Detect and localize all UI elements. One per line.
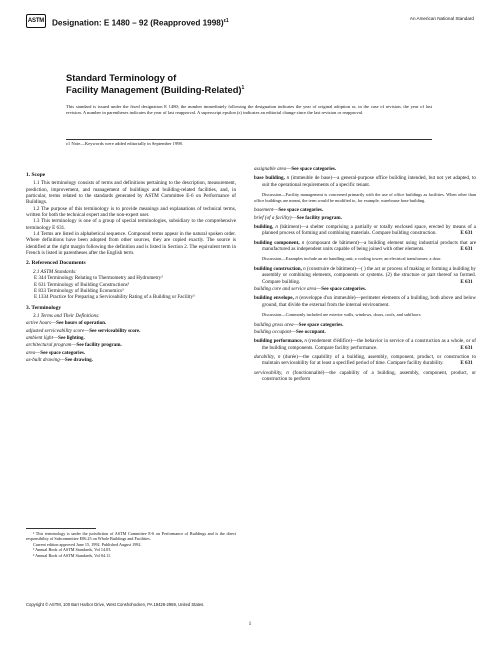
term-entry: building occupant—See occupant. <box>254 328 326 335</box>
footnotes <box>26 528 236 558</box>
part-of-speech: n <box>286 369 289 376</box>
definition-entry <box>254 354 476 367</box>
section-heading: 1. Scope <box>26 172 46 178</box>
part-of-speech: n <box>304 338 307 345</box>
term-entry: as-built drawing—See drawing. <box>26 356 93 363</box>
term-see: See space categories. <box>291 166 337 172</box>
term-entry: building gross area—See space categories. <box>254 321 344 328</box>
french-term: (rendement d'édifice) <box>308 338 353 345</box>
french-term: (composant de bâtiment) <box>306 239 359 246</box>
definition-entry <box>254 175 476 188</box>
term-name: building core and service area <box>254 285 317 292</box>
term-see: See drawing. <box>64 356 93 363</box>
french-term: (bâtiment) <box>279 223 302 230</box>
footnote: ¹ This terminology is under the jurisdiction of ASTM Committee E-6 on Performance of Buildings and is the direct responsibility of Subcommittee E06.25 on Whole Buildings and Facilities. <box>26 531 236 542</box>
term-name: assignable area <box>254 166 287 172</box>
term-name: building, <box>254 223 274 230</box>
term-entry: assignable area—See space categories. <box>254 166 337 172</box>
part-of-speech: n <box>275 223 278 230</box>
astm-logo: ASTM <box>26 14 46 28</box>
section-heading: 2. Referenced Documents <box>26 260 86 267</box>
french-term: (enveloppe d'un immeuble) <box>299 295 356 302</box>
paragraph: 2.1 ASTM Standards: <box>33 268 77 275</box>
term-name: adjusted serviceability score <box>26 327 85 334</box>
definition-text: —the capability of a building, assembly, component, product, or construction to maintain serviceability for at least a specified period of time. Compare facility durability. <box>262 353 477 367</box>
source-reference: E 631 <box>460 360 473 367</box>
definition-text: —a general-purpose office building intended, but not yet adapted, to suit the operational requirements of a specific tenant. <box>262 175 476 188</box>
footnote: Current edition approved June 15, 1992. Published August 1992. <box>33 541 142 547</box>
term-see: See facility program. <box>296 214 342 221</box>
definition-entry <box>254 370 476 383</box>
part-of-speech: n <box>303 265 306 272</box>
left-column <box>26 168 236 363</box>
source-reference: E 631 <box>460 230 473 237</box>
term-name: basement <box>254 207 274 214</box>
term-entry: architectural program—See facility program. <box>26 342 122 349</box>
term-name: architectural program <box>26 342 72 349</box>
french-term: (construire de bâtiment)—( ) <box>306 265 366 272</box>
part-of-speech: n <box>295 295 298 302</box>
term-see: See space categories. <box>40 349 86 356</box>
paragraph: 1.4 Terms are listed in alphabetical sequence. Compound terms appear in the natural spoken order. Where definitions have been adopted from other sources, they are copied exactly. The source is identified at the right margin following the definition and is listed in Section 2. The equivalent term in French is listed in parentheses after the English term. <box>26 231 236 257</box>
term-see: See hours of operation. <box>56 320 107 327</box>
reference-item: E 344 Terminology Relating to Thermometry and Hydrometry² <box>34 275 163 282</box>
definition-text: —a building element using industrial products that are manufactured as independent units capable of being joined with other elements. <box>262 239 477 252</box>
discussion-note: Discussion—Commonly included are exterior walls, windows, doors, roofs, and subfloors. <box>262 311 422 317</box>
term-see: See serviceability score. <box>89 327 141 334</box>
term-name: active hours <box>26 320 52 327</box>
term-name: building performance, <box>254 338 303 345</box>
definition-entry <box>254 338 476 351</box>
right-column <box>254 165 476 382</box>
term-entry: basement—See space categories. <box>254 207 324 214</box>
definition-text: the act or process of making or forming a building by assembly or combining elements, components or systems. (2) the structure or part thereof so formed. Compare building. <box>262 265 476 285</box>
term-name: area <box>26 349 36 356</box>
section-heading: 3. Terminology <box>26 304 62 311</box>
term-name: ambient light <box>26 334 54 341</box>
footnote: ³ Annual Book of ASTM Standards, Vol 04.11. <box>33 552 112 558</box>
definition-text: —the behavior in service of a construction as a whole, or of the building components. Compare facility performance. <box>262 338 476 351</box>
designation-text: Designation: E 1480 – 92 (Reapproved 1998) <box>52 18 224 28</box>
title-sup: 1 <box>241 85 245 91</box>
title-line-1: Standard Terminology of <box>66 72 177 83</box>
term-entry: area—See space categories. <box>26 349 86 356</box>
term-see: See space categories. <box>321 285 367 292</box>
paragraph: 1.2 The purpose of this terminology is to provide meanings and explanations of technical terms, written for both the technical expert and the non-expert user. <box>26 205 236 219</box>
title-line-2-text: Facility Management (Building-Related) <box>66 84 242 96</box>
term-entry: ambient light—See lighting. <box>26 334 85 341</box>
intro-paragraph: This standard is issued under the fixed designation E 1480; the number immediately following the designation indicates the year of original adoption or, in the case of revision, the year of last revision. A number in parentheses indicates the year of last reapproval. A superscript epsilon (ε) indicates an editorial change since the last revision or reapproval. <box>66 104 432 115</box>
term-name: building component, <box>254 239 300 246</box>
part-of-speech: n <box>277 353 281 360</box>
paragraph: 1.1 This terminology consists of terms and definitions pertaining to the description, measurement, prediction, improvement, and management of buildings and building-related facilities, and, in particular, terms related to the standards generated by ASTM Committee E-6 on Performance of Buildings. <box>26 180 236 206</box>
title-line-2 <box>66 83 406 95</box>
term-entry: active hours—See hours of operation. <box>26 320 107 327</box>
term-name: building gross area <box>254 321 294 328</box>
term-see: See occupant. <box>296 328 326 335</box>
page-title <box>66 72 406 95</box>
standard-type: An American National Standard <box>409 16 474 21</box>
paragraph: 3.1 Terms and Their Definitions: <box>33 312 100 319</box>
reference-item: E 631 Terminology of Building Constructions³ <box>34 281 130 288</box>
part-of-speech: n <box>286 175 290 182</box>
definition-entry <box>254 224 476 237</box>
definition-entry <box>254 295 476 308</box>
definition-text: —a shelter comprising a partially or totally enclosed space, erected by means of a planned process of forming and combining materials. Compare building construction. <box>262 223 476 237</box>
divider <box>66 139 432 140</box>
footnote: ² Annual Book of ASTM Standards, Vol 14.03. <box>33 547 112 553</box>
french-term: (durée) <box>283 353 298 360</box>
term-entry: building core and service area—See space categories. <box>254 285 367 292</box>
definition-text: —perimeter elements of a building, both above and below ground, that divide the external from the internal environment. <box>262 295 476 308</box>
french-term: (fonctionnalité) <box>292 369 325 376</box>
term-name: building occupant <box>254 328 291 335</box>
copyright-line: Copyright © ASTM, 100 Barr Harbor Drive, West Conshohocken, PA 19428-2959, United States. <box>26 602 205 607</box>
paragraph: 1.3 This terminology is one of a group of special terminologies, subsidiary to the comprehensive terminology E 631. <box>26 218 236 231</box>
definition-entry <box>254 240 476 253</box>
source-reference: E 631 <box>460 344 473 351</box>
definition-text: —the capability of a building, assembly, component, product, or construction to perform <box>262 369 476 382</box>
editorial-note-text: ε1 Note—Keywords were added editorially in September 1998. <box>66 141 183 146</box>
term-name: as-built drawing <box>26 356 60 363</box>
term-name: serviceability, <box>254 369 283 376</box>
divider <box>26 528 96 529</box>
designation-sup: ε1 <box>223 18 229 24</box>
editorial-note <box>66 139 432 147</box>
term-name: brief (of a facility) <box>254 214 292 221</box>
term-see: See space categories. <box>278 207 324 214</box>
source-reference: E 631 <box>460 245 473 252</box>
term-entry: adjusted serviceability score—See serviceability score. <box>26 327 141 334</box>
french-term: (immeuble de base) <box>290 175 333 182</box>
part-of-speech: n <box>301 239 305 246</box>
discussion-note: Discussion—Examples include an air handling unit; a cooling tower; an electrical transformer; a door. <box>262 256 442 262</box>
term-see: See facility program. <box>76 342 122 349</box>
reference-item: E 833 Terminology of Building Economics³ <box>34 287 124 294</box>
term-entry: brief (of a facility)—See facility program. <box>254 214 342 221</box>
reference-item: E 1334 Practice for Preparing a Serviceability Rating of a Building or Facility³ <box>34 294 195 301</box>
term-name: building construction, <box>254 265 302 272</box>
term-name: base building, <box>254 175 285 182</box>
designation <box>52 14 229 31</box>
term-name: building envelope, <box>254 295 294 302</box>
source-reference: E 631 <box>460 278 473 285</box>
header <box>26 14 474 30</box>
definition-entry <box>254 266 476 285</box>
term-see: See space categories. <box>298 321 344 328</box>
page-number: 1 <box>248 621 252 627</box>
term-name: durability, <box>254 353 276 360</box>
term-see: See lighting. <box>58 334 85 341</box>
discussion-note: Discussion—Facility management is concerned primarily with the use of office buildings as facilities. When other than office buildings are meant, the term would be modified to, for example, warehouse base building. <box>254 192 476 203</box>
